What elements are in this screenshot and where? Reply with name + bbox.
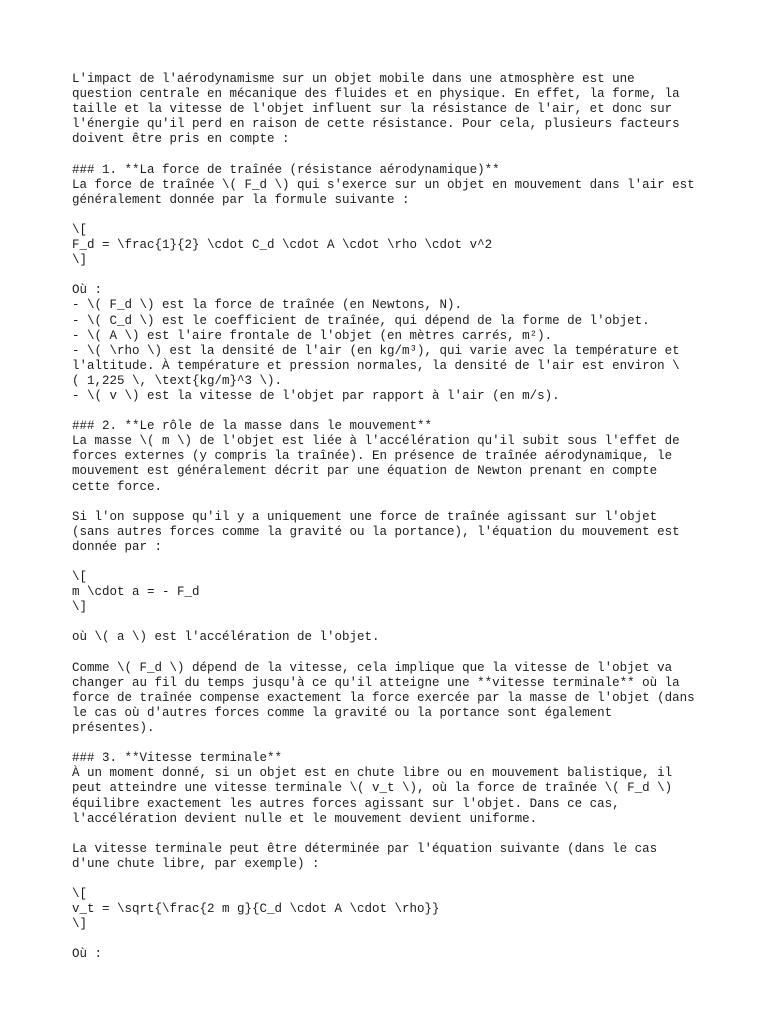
- blank-line: [72, 932, 712, 947]
- list-item: - \( C_d \) est le coefficient de traînée, qui dépend de la forme de l'objet.: [72, 313, 650, 328]
- text-line: où \( a \) est l'accélération de l'objet.: [72, 630, 380, 645]
- text-line: le cas où d'autres forces comme la gravité ou la portance sont également: [72, 705, 613, 720]
- text-line: À un moment donné, si un objet est en chute libre ou en mouvement balistique, il: [72, 766, 673, 781]
- text-line: Comme \( F_d \) dépend de la vitesse, cela implique que la vitesse de l'objet va: [72, 660, 673, 675]
- formula-line: \[: [72, 887, 88, 902]
- blank-line: [72, 827, 712, 842]
- list-item: - \( F_d \) est la force de traînée (en Newtons, N).: [72, 298, 463, 313]
- text-line: l'énergie qu'il perd en raison de cette résistance. Pour cela, plusieurs facteurs: [72, 117, 680, 132]
- text-line: l'accélération devient nulle et le mouvement devient uniforme.: [72, 811, 538, 826]
- blank-line: [72, 404, 712, 419]
- text-line: (sans autres forces comme la gravité ou la portance), l'équation du mouvement est: [72, 524, 680, 539]
- text-line: l'altitude. À température et pression normales, la densité de l'air est environ \: [72, 358, 680, 373]
- text-line: généralement donnée par la formule suivante :: [72, 192, 410, 207]
- text-line: ( 1,225 \, \text{kg/m}^3 \).: [72, 373, 283, 388]
- text-line: taille et la vitesse de l'objet influent sur la résistance de l'air, et donc sur: [72, 102, 673, 117]
- list-item: - \( \rho \) est la densité de l'air (en kg/m³), qui varie avec la température et: [72, 343, 680, 358]
- text-line: donnée par :: [72, 539, 163, 554]
- blank-line: [72, 736, 712, 751]
- section-heading: ### 2. **Le rôle de la masse dans le mouvement**: [72, 419, 433, 434]
- text-line: mouvement est généralement décrit par une équation de Newton prenant en compte: [72, 464, 658, 479]
- text-line: changer au fil du temps jusqu'à ce qu'il atteigne une **vitesse terminale** où la: [72, 675, 680, 690]
- document-page: [72, 72, 712, 963]
- text-line: d'une chute libre, par exemple) :: [72, 856, 320, 871]
- formula-line: \[: [72, 570, 88, 585]
- text-line: Où :: [72, 947, 103, 962]
- blank-line: [72, 495, 712, 510]
- text-line: L'impact de l'aérodynamisme sur un objet mobile dans une atmosphère est une: [72, 72, 635, 86]
- blank-line: [72, 147, 712, 162]
- list-item: - \( A \) est l'aire frontale de l'objet (en mètres carrés, m²).: [72, 328, 553, 343]
- formula-line: \]: [72, 253, 88, 268]
- text-line: cette force.: [72, 479, 163, 494]
- text-line: Si l'on suppose qu'il y a uniquement une force de traînée agissant sur l'objet: [72, 509, 658, 524]
- text-line: La force de traînée \( F_d \) qui s'exerce sur un objet en mouvement dans l'air est: [72, 177, 695, 192]
- blank-line: [72, 268, 712, 283]
- blank-line: [72, 555, 712, 570]
- formula-line: \]: [72, 917, 88, 932]
- formula-line: v_t = \sqrt{\frac{2 m g}{C_d \cdot A \cdot \rho}}: [72, 902, 440, 917]
- formula-line: \[: [72, 222, 88, 237]
- formula-line: \]: [72, 600, 88, 615]
- formula-line: F_d = \frac{1}{2} \cdot C_d \cdot A \cdot \rho \cdot v^2: [72, 238, 493, 253]
- text-line: forces externes (y compris la traînée). En présence de traînée aérodynamique, le: [72, 449, 673, 464]
- text-line: La masse \( m \) de l'objet est liée à l'accélération qu'il subit sous l'effet de: [72, 434, 680, 449]
- text-line: peut atteindre une vitesse terminale \( v_t \), où la force de traînée \( F_d \): [72, 781, 673, 796]
- text-line: équilibre exactement les autres forces agissant sur l'objet. Dans ce cas,: [72, 796, 620, 811]
- blank-line: [72, 646, 712, 661]
- text-line: Où :: [72, 283, 103, 298]
- blank-line: [72, 615, 712, 630]
- section-heading: ### 3. **Vitesse terminale**: [72, 751, 283, 766]
- text-line: force de traînée compense exactement la force exercée par la masse de l'objet (dans: [72, 690, 695, 705]
- list-item: - \( v \) est la vitesse de l'objet par rapport à l'air (en m/s).: [72, 388, 560, 403]
- section-heading: ### 1. **La force de traînée (résistance aérodynamique)**: [72, 162, 500, 177]
- text-line: question centrale en mécanique des fluides et en physique. En effet, la forme, la: [72, 87, 680, 102]
- text-line: doivent être pris en compte :: [72, 132, 290, 147]
- blank-line: [72, 208, 712, 223]
- text-line: présentes).: [72, 721, 155, 736]
- formula-line: m \cdot a = - F_d: [72, 585, 200, 600]
- blank-line: [72, 872, 712, 887]
- text-line: La vitesse terminale peut être déterminée par l'équation suivante (dans le cas: [72, 841, 658, 856]
